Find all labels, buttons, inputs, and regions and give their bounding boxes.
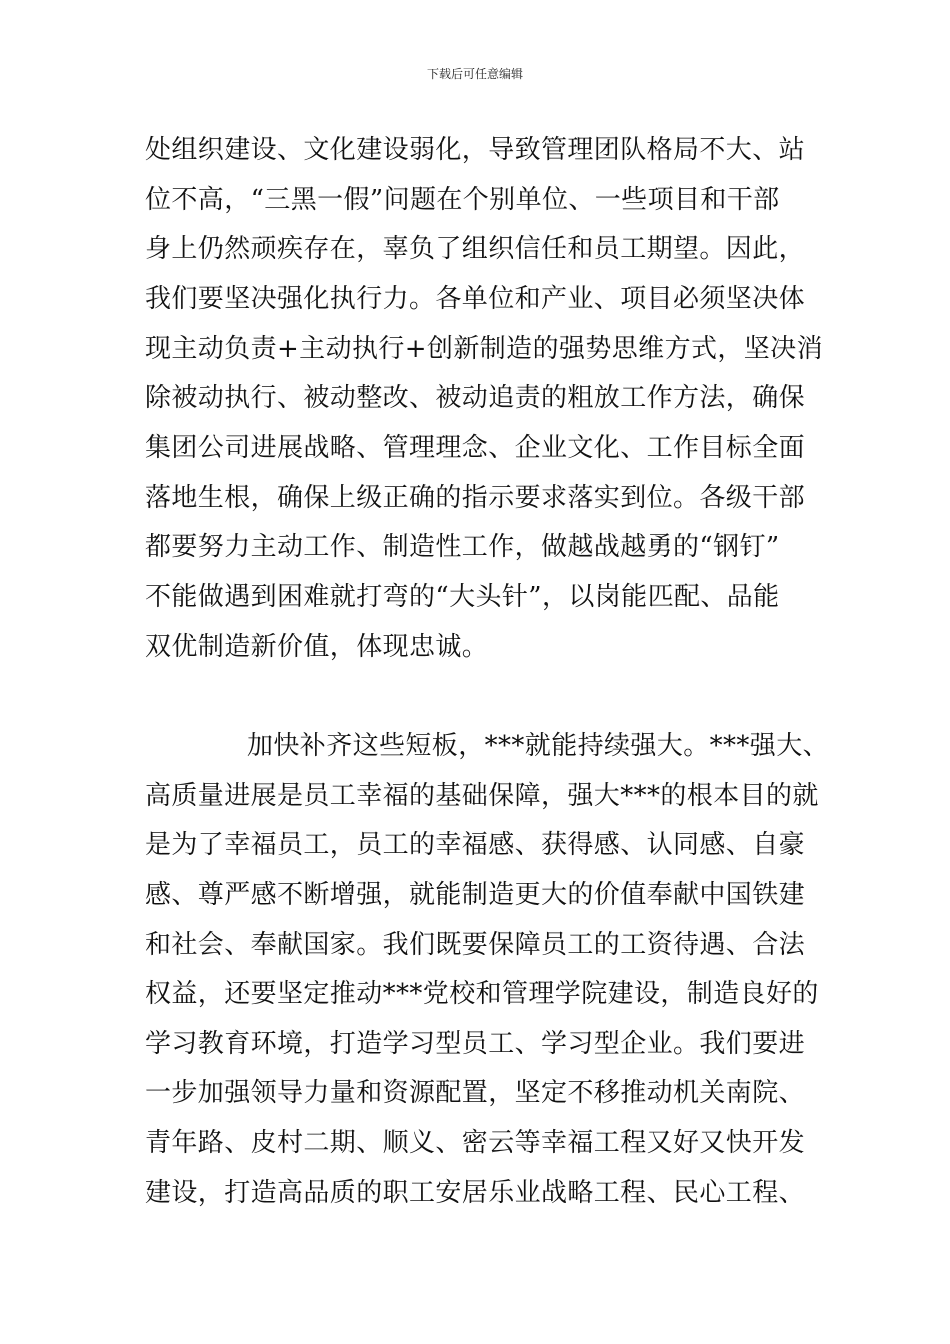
text-line: 位不高，“三黑一假”问题在个别单位、一些项目和干部 (145, 185, 780, 215)
text-line: 不能做遇到困难就打弯的“大头针”，以岗能匹配、品能 (145, 582, 780, 612)
text-line: 权益，还要坚定推动***党校和管理学院建设，制造良好的 (145, 979, 819, 1009)
text-line: 高质量进展是员工幸福的基础保障，强大***的根本目的就 (145, 781, 819, 811)
text-line: 处组织建设、文化建设弱化，导致管理团队格局不大、站 (145, 135, 806, 165)
text-line: 建设，打造高品质的职工安居乐业战略工程、民心工程、 (145, 1178, 806, 1208)
text-line: 都要努力主动工作、制造性工作，做越战越勇的“钢钉” (145, 532, 780, 562)
text-line: 身上仍然顽疾存在，辜负了组织信任和员工期望。因此， (145, 234, 806, 264)
text-line: 双优制造新价值，体现忠诚。 (145, 632, 489, 662)
text-line: 是为了幸福员工，员工的幸福感、获得感、认同感、自豪 (145, 830, 806, 860)
page-header: 下载后可任意编辑 (426, 67, 523, 81)
text-line: 一步加强领导力量和资源配置，坚定不移推动机关南院、 (145, 1078, 806, 1108)
text-line: 落地生根，确保上级正确的指示要求落实到位。各级干部 (145, 483, 806, 513)
text-line: 现主动负责+主动执行+创新制造的强势思维方式，坚决消 (145, 334, 823, 364)
text-line: 学习教育环境，打造学习型员工、学习型企业。我们要进 (145, 1029, 806, 1059)
text-line: 感、尊严感不断增强，就能制造更大的价值奉献中国铁建 (145, 880, 806, 910)
text-line: 和社会、奉献国家。我们既要保障员工的工资待遇、合法 (145, 930, 806, 960)
text-line: 加快补齐这些短板，***就能持续强大。***强大、 (247, 731, 830, 761)
text-line: 集团公司进展战略、管理理念、企业文化、工作目标全面 (145, 433, 806, 463)
text-line: 除被动执行、被动整改、被动追责的粗放工作方法，确保 (145, 383, 806, 413)
text-line: 我们要坚决强化执行力。各单位和产业、项目必须坚决体 (145, 284, 806, 314)
text-line: 青年路、皮村二期、顺义、密云等幸福工程又好又快开发 (145, 1128, 806, 1158)
